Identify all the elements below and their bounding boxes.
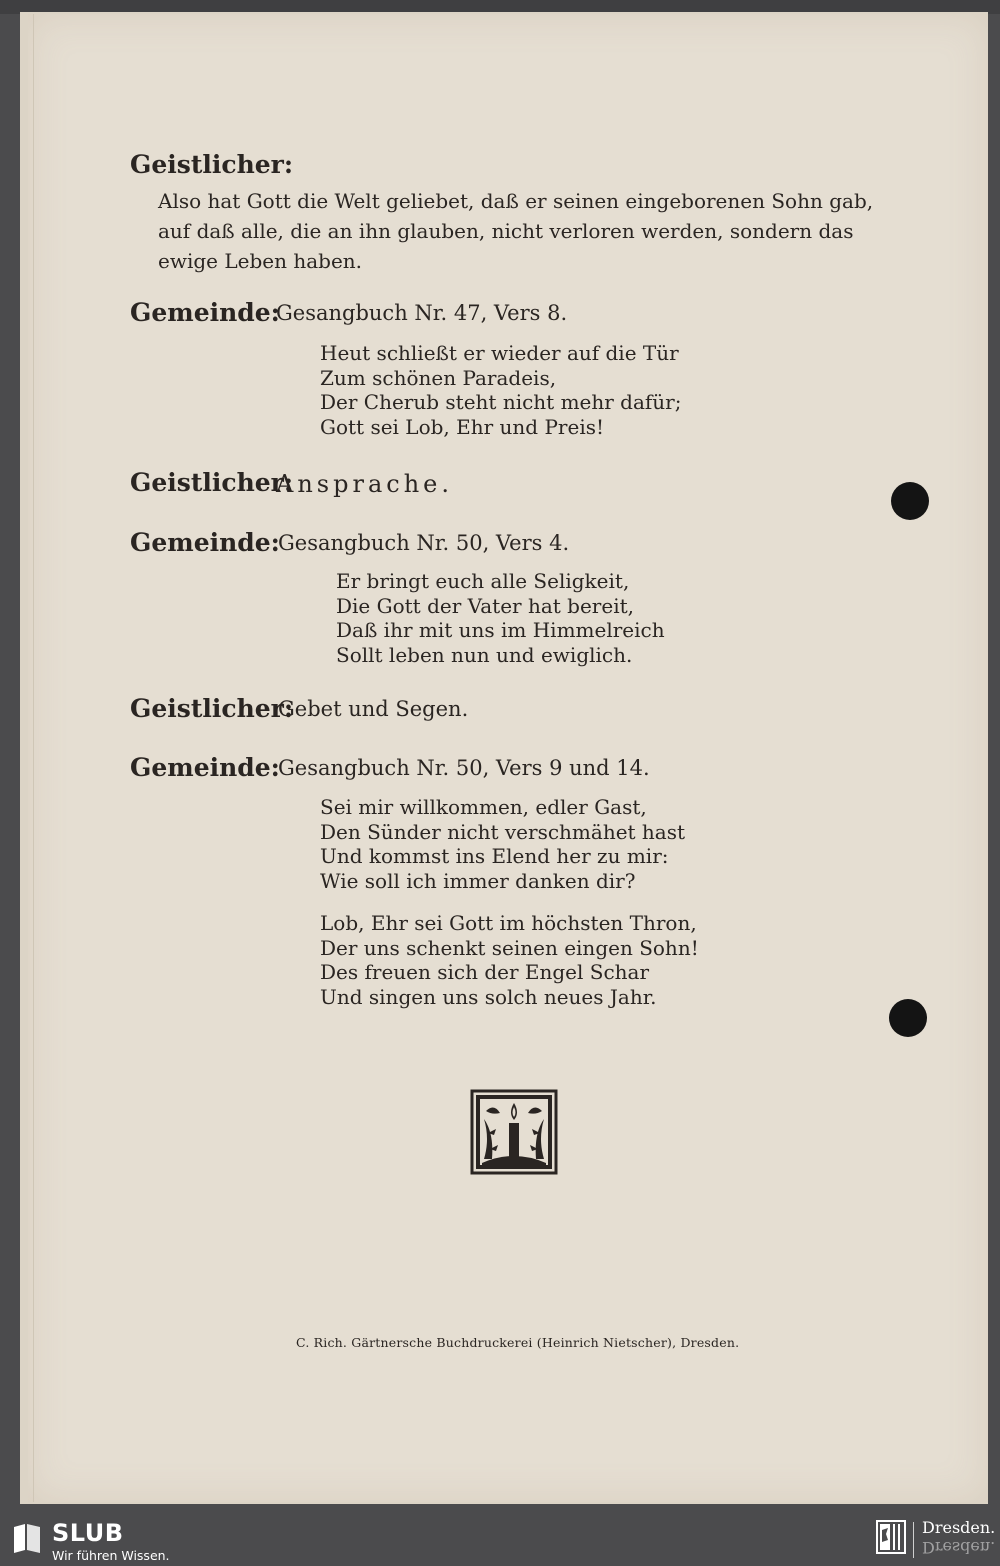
verse-line: Der Cherub steht nicht mehr dafür; <box>320 390 682 414</box>
dresden-logo-text: Dresden. <box>922 1518 996 1537</box>
hymn-reference: Gesangbuch Nr. 50, Vers 4. <box>278 531 570 555</box>
hymn-verse <box>320 795 685 893</box>
slub-book-icon <box>12 1522 42 1554</box>
footer-bar <box>0 1516 1000 1566</box>
prose-line: Also hat Gott die Welt geliebet, daß er seinen eingeborenen Sohn gab, <box>158 189 874 213</box>
candle-vignette-icon <box>470 1089 558 1175</box>
speaker-label: Geistlicher: <box>130 150 294 179</box>
verse-line: Und singen uns solch neues Jahr. <box>320 984 657 1009</box>
dresden-coat-of-arms-icon <box>876 1520 906 1554</box>
prose-line: auf daß alle, die an ihn glauben, nicht verloren werden, sondern das <box>158 219 854 243</box>
prose-paragraph <box>158 186 873 276</box>
verse-line: Des freuen sich der Engel Schar <box>320 960 650 984</box>
speaker-label: Geistlicher: <box>130 468 294 497</box>
prose-line: ewige Leben haben. <box>158 249 363 273</box>
hymn-reference: Gesangbuch Nr. 47, Vers 8. <box>276 301 568 325</box>
hymn-verse <box>320 341 681 439</box>
speaker-label: Gemeinde: <box>130 298 280 327</box>
slub-logo-text: SLUB <box>52 1519 124 1547</box>
verse-line: Sollt leben nun und ewiglich. <box>336 642 633 667</box>
address-title: Ansprache. <box>276 470 453 498</box>
verse-line: Lob, Ehr sei Gott im höchsten Thron, <box>320 911 697 935</box>
verse-line: Heut schließt er wieder auf die Tür <box>320 341 679 365</box>
slub-slogan: Wir führen Wissen. <box>52 1548 170 1563</box>
verse-line: Zum schönen Paradeis, <box>320 365 557 390</box>
footer-divider <box>913 1522 914 1558</box>
speaker-label: Geistlicher: <box>130 694 294 723</box>
page-fold-line <box>33 14 34 1502</box>
verse-line: Wie soll ich immer danken dir? <box>320 868 636 893</box>
punch-hole-lower <box>889 999 927 1037</box>
verse-line: Die Gott der Vater hat bereit, <box>336 593 634 618</box>
speaker-label: Gemeinde: <box>130 528 280 557</box>
verse-line: Den Sünder nicht verschmähet hast <box>320 819 686 844</box>
verse-line: Daß ihr mit uns im Himmelreich <box>336 618 665 642</box>
hymn-reference: Gesangbuch Nr. 50, Vers 9 und 14. <box>278 756 650 780</box>
hymn-verse <box>320 911 699 1009</box>
speaker-label: Gemeinde: <box>130 753 280 782</box>
hymn-verse <box>336 569 665 667</box>
verse-line: Er bringt euch alle Seligkeit, <box>336 569 630 593</box>
verse-line: Sei mir willkommen, edler Gast, <box>320 795 647 819</box>
prayer-title: Gebet und Segen. <box>278 697 469 721</box>
verse-line: Gott sei Lob, Ehr und Preis! <box>320 414 605 439</box>
punch-hole-upper <box>891 482 929 520</box>
verse-line: Und kommst ins Elend her zu mir: <box>320 844 669 868</box>
verse-line: Der uns schenkt seinen eingen Sohn! <box>320 935 699 960</box>
dresden-logo-reflection: Dresden. <box>922 1538 996 1557</box>
printer-imprint: C. Rich. Gärtnersche Buchdruckerei (Heinrich Nietscher), Dresden. <box>296 1335 740 1350</box>
